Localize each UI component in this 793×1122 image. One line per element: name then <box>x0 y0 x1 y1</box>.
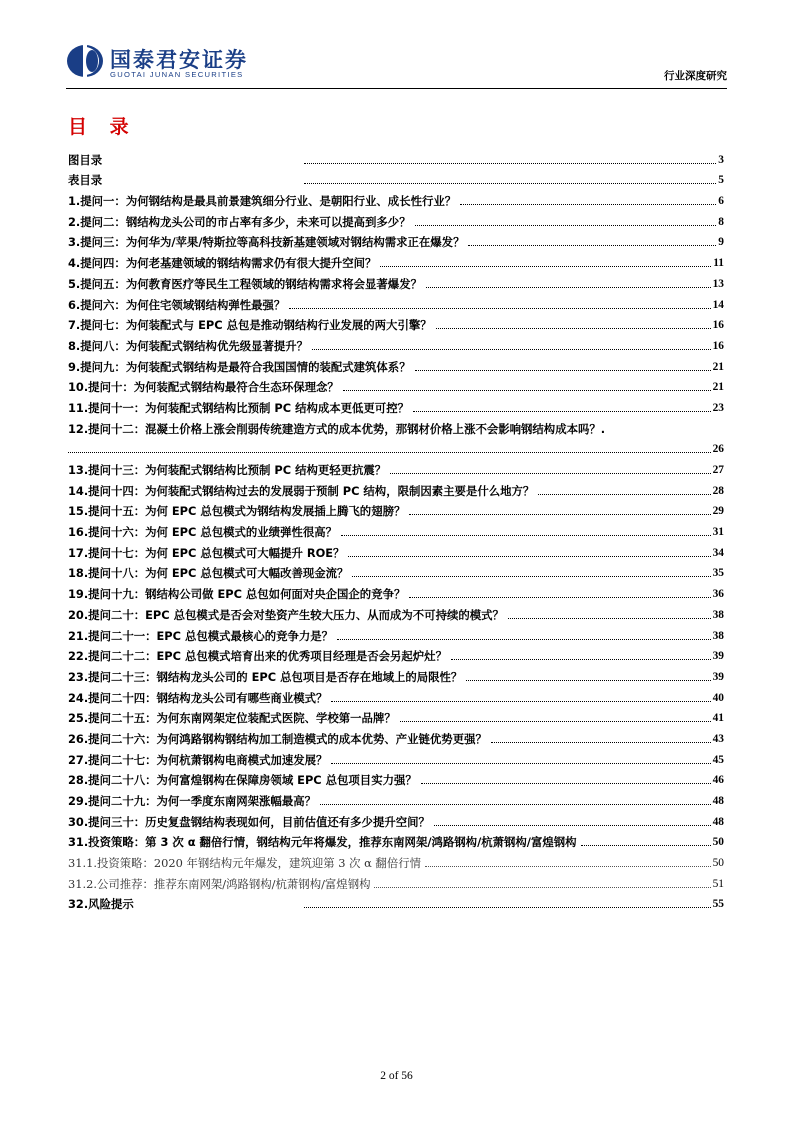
toc-entry-page[interactable]: 34 <box>712 546 724 559</box>
toc-entry-page[interactable]: 51 <box>712 877 724 890</box>
toc-entry-title[interactable]: 16.提问十六：为何 EPC 总包模式的业绩弹性很高？ <box>68 525 338 540</box>
page-header <box>0 0 793 90</box>
dot-leader <box>68 452 711 453</box>
toc-entry-title[interactable]: 22.提问二十二：EPC 总包模式培育出来的优秀项目经理是否会另起炉灶？ <box>68 649 447 664</box>
dot-leader <box>352 576 710 577</box>
toc-entry-title[interactable]: 15.提问十五：为何 EPC 总包模式为钢结构发展插上腾飞的翅膀？ <box>68 504 406 519</box>
toc-entry[interactable] <box>68 477 724 498</box>
dot-leader <box>421 783 711 784</box>
toc-entry-page[interactable]: 6 <box>718 195 724 208</box>
toc-entry[interactable] <box>68 229 724 250</box>
dot-leader <box>304 183 716 184</box>
toc-entry-title[interactable]: 1.提问一：为何钢结构是最具前景建筑细分行业、是朝阳行业、成长性行业？ <box>68 194 457 209</box>
toc-entry-page[interactable]: 39 <box>712 650 724 663</box>
toc-entry-page[interactable]: 38 <box>712 629 724 642</box>
dot-leader <box>415 370 711 371</box>
dot-leader <box>304 163 716 164</box>
toc-entry[interactable] <box>68 208 724 229</box>
dot-leader <box>337 639 711 640</box>
toc-entry-page[interactable]: 9 <box>718 236 724 249</box>
toc-entry-page[interactable]: 43 <box>712 732 724 745</box>
toc-entry-title[interactable]: 17.提问十七：为何 EPC 总包模式可大幅提升 ROE？ <box>68 545 345 560</box>
toc-entry-title[interactable]: 32.风险提示 <box>68 897 134 912</box>
dot-leader <box>426 287 711 288</box>
toc-entry[interactable] <box>68 270 724 291</box>
toc-entry-title[interactable]: 31.投资策略：第 3 次 α 翻倍行情，钢结构元年将爆发，推荐东南网架/鸿路钢构/杭萧钢构/富煌钢构 <box>68 835 577 850</box>
toc-entry-title[interactable]: 6.提问六：为何住宅领域钢结构弹性最强？ <box>68 297 286 312</box>
toc-entry-long[interactable] <box>68 415 724 436</box>
document-type-label: 行业深度研究 <box>664 70 727 82</box>
toc-entry-title[interactable]: 12.提问十二：混凝土价格上涨会削弱传统建造方式的成本优势，那钢材价格上涨不会影响钢结构成本吗？. <box>68 421 606 436</box>
toc-entry-title[interactable]: 5.提问五：为何教育医疗等民生工程领域的钢结构需求将会显著爆发？ <box>68 276 422 291</box>
toc-entry[interactable] <box>68 787 724 808</box>
toc-entry-title[interactable]: 2.提问二：钢结构龙头公司的市占率有多少，未来可以提高到多少？ <box>68 214 411 229</box>
page-number: 2 of 56 <box>380 1070 413 1082</box>
toc-entry[interactable] <box>68 187 724 208</box>
toc-entry-page[interactable]: 55 <box>712 898 724 911</box>
toc-heading: 目 录 <box>68 116 137 138</box>
toc-entry-page[interactable]: 50 <box>712 836 724 849</box>
dot-leader <box>400 721 711 722</box>
toc-entry-page[interactable]: 39 <box>712 670 724 683</box>
toc-entry-title[interactable]: 3.提问三：为何华为/苹果/特斯拉等高科技新基建领域对钢结构需求正在爆发？ <box>68 235 465 250</box>
toc-entry-tables[interactable] <box>68 167 724 188</box>
toc-entry-continuation[interactable] <box>68 436 724 457</box>
toc-entry-risk[interactable] <box>68 891 724 912</box>
dot-leader <box>348 556 710 557</box>
toc-entry-title[interactable]: 4.提问四：为何老基建领域的钢结构需求仍有很大提升空间？ <box>68 256 377 271</box>
dot-leader <box>409 514 710 515</box>
toc-entry[interactable] <box>68 684 724 705</box>
dot-leader <box>466 680 710 681</box>
toc-entry-title[interactable]: 28.提问二十八：为何富煌钢构在保障房领域 EPC 总包项目实力强？ <box>68 773 417 788</box>
toc-entry-title[interactable]: 9.提问九：为何装配式钢结构是最符合我国国情的装配式建筑体系？ <box>68 359 411 374</box>
toc-entry-title[interactable]: 11.提问十一：为何装配式钢结构比预制 PC 结构成本更低更可控？ <box>68 400 409 415</box>
toc-entry-page[interactable]: 5 <box>718 174 724 187</box>
toc-entry-page[interactable]: 48 <box>712 795 724 807</box>
dot-leader <box>491 742 711 743</box>
toc-entry[interactable] <box>68 746 724 767</box>
dot-leader <box>460 204 716 205</box>
toc-entry-title[interactable]: 14.提问十四：为何装配式钢结构过去的发展弱于预制 PC 结构，限制因素主要是什么地方？ <box>68 483 535 498</box>
dot-leader <box>436 328 711 329</box>
toc-subentry[interactable] <box>68 849 724 870</box>
dot-leader <box>331 763 710 764</box>
toc-entry[interactable] <box>68 663 724 684</box>
toc-entry-title[interactable]: 8.提问八：为何装配式钢结构优先级显著提升？ <box>68 338 309 353</box>
toc-entry-page[interactable]: 35 <box>712 567 724 580</box>
toc-entry-title[interactable]: 13.提问十三：为何装配式钢结构比预制 PC 结构更轻更抗震？ <box>68 463 387 477</box>
dot-leader <box>425 866 711 867</box>
toc-entry[interactable] <box>68 560 724 581</box>
toc-entry-figures[interactable] <box>68 146 724 167</box>
toc-entry-title[interactable]: 25.提问二十五：为何东南网架定位装配式医院、学校第一品牌？ <box>68 711 396 726</box>
dot-leader <box>289 308 710 309</box>
dot-leader <box>343 390 711 391</box>
toc-entry-page[interactable]: 28 <box>712 484 724 497</box>
toc-entry-page[interactable]: 50 <box>712 857 724 870</box>
dot-leader <box>312 349 711 350</box>
logo-chinese-name: 国泰君安证券 <box>110 48 248 72</box>
toc-entry[interactable] <box>68 643 724 664</box>
toc-entry-page[interactable]: 14 <box>712 298 724 311</box>
toc-entry[interactable] <box>68 353 724 374</box>
toc-entry[interactable] <box>68 498 724 519</box>
toc-entry[interactable] <box>68 829 724 850</box>
dot-leader <box>538 494 710 495</box>
toc-entry-title[interactable]: 26.提问二十六：为何鸿路钢构钢结构加工制造模式的成本优势、产业链优势更强？ <box>68 731 487 746</box>
toc-entry[interactable] <box>68 580 724 601</box>
toc-entry-title[interactable]: 图目录 <box>68 152 103 167</box>
toc-entry[interactable] <box>68 394 724 415</box>
dot-leader <box>413 411 711 412</box>
toc-entry-title[interactable]: 20.提问二十：EPC 总包模式是否会对垫资产生较大压力、从而成为不可持续的模式？ <box>68 607 504 622</box>
toc-entry-title[interactable]: 21.提问二十一：EPC 总包模式最核心的竞争力是？ <box>68 628 334 643</box>
toc-entry-title[interactable]: 18.提问十八：为何 EPC 总包模式可大幅改善现金流？ <box>68 566 349 581</box>
toc-entry-page[interactable]: 40 <box>712 691 724 704</box>
toc-entry-title[interactable]: 24.提问二十四：钢结构龙头公司有哪些商业模式？ <box>68 690 328 705</box>
toc-entry[interactable] <box>68 725 724 746</box>
dot-leader <box>331 701 710 702</box>
dot-leader <box>508 618 711 619</box>
toc-subentry[interactable] <box>68 870 724 891</box>
toc-entry-page[interactable]: 16 <box>712 319 724 332</box>
toc-entry[interactable] <box>68 601 724 622</box>
dot-leader <box>341 535 711 536</box>
toc-entry-title[interactable]: 19.提问十九：钢结构公司做 EPC 总包如何面对央企国企的竞争？ <box>68 587 406 602</box>
toc-entry[interactable] <box>68 249 724 270</box>
guotai-junan-logo-icon <box>66 44 104 78</box>
toc-entry-title[interactable]: 10.提问十：为何装配式钢结构最符合生态环保理念？ <box>68 380 339 395</box>
toc-entry-page[interactable]: 27 <box>712 464 724 476</box>
toc-entry-page[interactable]: 11 <box>713 257 724 270</box>
dot-leader <box>451 659 711 660</box>
toc-entry-title[interactable]: 7.提问七：为何装配式与 EPC 总包是推动钢结构行业发展的两大引擎？ <box>68 318 432 333</box>
toc-entry[interactable] <box>68 622 724 643</box>
toc-entry[interactable] <box>68 518 724 539</box>
table-of-contents <box>68 146 724 911</box>
dot-leader <box>304 907 711 908</box>
toc-entry[interactable] <box>68 312 724 333</box>
toc-entry-title[interactable]: 31.2.公司推荐：推荐东南网架/鸿路钢构/杭萧钢构/富煌钢构 <box>68 876 371 891</box>
toc-entry[interactable] <box>68 539 724 560</box>
dot-leader <box>390 473 710 474</box>
toc-entry-title[interactable]: 29.提问二十九：为何一季度东南网架涨幅最高？ <box>68 794 316 808</box>
toc-entry-page[interactable]: 21 <box>712 360 724 373</box>
dot-leader <box>374 887 710 888</box>
toc-entry-title[interactable]: 23.提问二十三：钢结构龙头公司的 EPC 总包项目是否存在地域上的局限性？ <box>68 669 463 684</box>
toc-entry-title[interactable]: 表目录 <box>68 173 103 188</box>
toc-entry-page[interactable]: 46 <box>712 774 724 787</box>
toc-entry[interactable] <box>68 767 724 788</box>
toc-entry-page[interactable]: 29 <box>712 505 724 518</box>
dot-leader <box>468 245 716 246</box>
toc-entry-title[interactable]: 27.提问二十七：为何杭萧钢构电商模式加速发展？ <box>68 752 328 767</box>
toc-entry-page[interactable]: 38 <box>712 608 724 621</box>
toc-entry-page[interactable]: 31 <box>712 526 724 539</box>
toc-entry-page[interactable]: 26 <box>712 443 724 456</box>
toc-entry-page[interactable]: 41 <box>712 712 724 725</box>
dot-leader <box>434 825 711 826</box>
toc-entry-page[interactable]: 23 <box>712 401 724 414</box>
toc-entry[interactable] <box>68 808 724 829</box>
toc-entry-page[interactable]: 13 <box>712 277 724 290</box>
toc-entry[interactable] <box>68 291 724 312</box>
toc-entry-page[interactable]: 36 <box>712 588 724 601</box>
toc-entry[interactable] <box>68 705 724 726</box>
toc-entry-page[interactable]: 16 <box>712 339 724 352</box>
dot-leader <box>409 597 710 598</box>
dot-leader <box>415 225 717 226</box>
dot-leader <box>380 266 711 267</box>
toc-entry-title[interactable]: 30.提问三十：历史复盘钢结构表现如何，目前估值还有多少提升空间？ <box>68 814 430 829</box>
toc-entry-page[interactable]: 8 <box>718 215 724 228</box>
toc-entry[interactable] <box>68 332 724 353</box>
logo-english-name: GUOTAI JUNAN SECURITIES <box>110 70 244 79</box>
toc-entry[interactable] <box>68 456 724 477</box>
toc-entry[interactable] <box>68 374 724 395</box>
toc-entry-page[interactable]: 45 <box>712 753 724 766</box>
dot-leader <box>581 845 711 846</box>
dot-leader <box>320 804 711 805</box>
toc-entry-page[interactable]: 21 <box>712 381 724 394</box>
header-divider <box>66 88 727 89</box>
toc-entry-page[interactable]: 3 <box>718 153 724 166</box>
toc-entry-page[interactable]: 48 <box>712 815 724 828</box>
toc-entry-title[interactable]: 31.1.投资策略：2020 年钢结构元年爆发，建筑迎第 3 次 α 翻倍行情 <box>68 856 421 871</box>
